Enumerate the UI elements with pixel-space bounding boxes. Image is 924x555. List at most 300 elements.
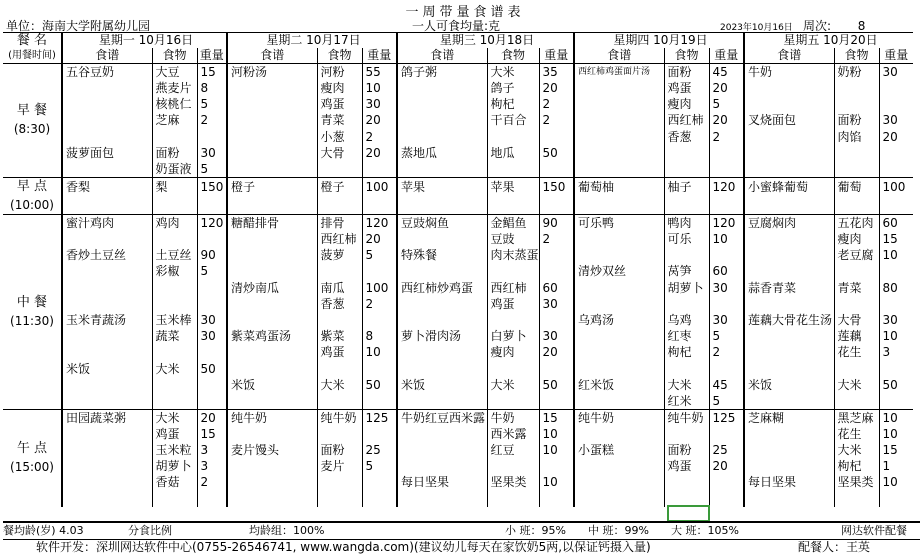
recipe-cell[interactable]: 豆豉焖鱼: [397, 214, 487, 231]
recipe-cell[interactable]: [397, 263, 487, 279]
food-cell[interactable]: [664, 296, 709, 312]
weight-cell[interactable]: [709, 196, 744, 215]
food-cell[interactable]: [834, 96, 879, 112]
recipe-cell[interactable]: [397, 196, 487, 215]
recipe-cell[interactable]: [574, 474, 664, 490]
food-cell[interactable]: 香葱: [664, 129, 709, 145]
food-cell[interactable]: 菠萝: [317, 247, 362, 263]
food-cell[interactable]: [487, 360, 539, 376]
weight-cell[interactable]: [362, 474, 397, 490]
weight-cell[interactable]: 5: [709, 328, 744, 344]
weight-cell[interactable]: [709, 491, 744, 507]
weight-cell[interactable]: 2: [197, 112, 227, 128]
weight-cell[interactable]: 90: [539, 214, 574, 231]
food-cell[interactable]: 面粉: [664, 64, 709, 81]
food-cell[interactable]: 面粉: [664, 442, 709, 458]
food-cell[interactable]: [317, 161, 362, 178]
food-cell[interactable]: 大米: [487, 64, 539, 81]
weight-cell[interactable]: [879, 161, 913, 178]
recipe-cell[interactable]: 蜜汁鸡肉: [62, 214, 152, 231]
recipe-cell[interactable]: [227, 96, 317, 112]
weight-cell[interactable]: 5: [197, 263, 227, 279]
recipe-cell[interactable]: [62, 196, 152, 215]
food-cell[interactable]: 玉米粒: [152, 442, 197, 458]
food-cell[interactable]: 纯牛奶: [317, 409, 362, 426]
weight-cell[interactable]: 15: [879, 442, 913, 458]
recipe-cell[interactable]: [574, 344, 664, 360]
recipe-cell[interactable]: 葡萄柚: [574, 177, 664, 196]
weight-cell[interactable]: 10: [879, 409, 913, 426]
weight-cell[interactable]: 50: [539, 145, 574, 161]
weight-cell[interactable]: 1: [879, 458, 913, 474]
weight-cell[interactable]: [197, 231, 227, 247]
weight-cell[interactable]: [362, 312, 397, 328]
food-cell[interactable]: [834, 296, 879, 312]
recipe-cell[interactable]: [397, 96, 487, 112]
food-cell[interactable]: 蔬菜: [152, 328, 197, 344]
food-cell[interactable]: [487, 458, 539, 474]
food-cell[interactable]: [664, 474, 709, 490]
weight-cell[interactable]: 30: [539, 296, 574, 312]
weight-cell[interactable]: [362, 491, 397, 507]
recipe-cell[interactable]: [397, 426, 487, 442]
selected-cell-highlight[interactable]: [667, 505, 710, 522]
food-cell[interactable]: [152, 393, 197, 410]
food-cell[interactable]: [664, 196, 709, 215]
recipe-cell[interactable]: [62, 393, 152, 410]
weight-cell[interactable]: 20: [709, 458, 744, 474]
weight-cell[interactable]: 60: [539, 280, 574, 296]
recipe-cell[interactable]: 小蛋糕: [574, 442, 664, 458]
food-cell[interactable]: 鸡蛋: [317, 344, 362, 360]
weight-cell[interactable]: [709, 247, 744, 263]
weight-cell[interactable]: [539, 161, 574, 178]
recipe-cell[interactable]: [227, 247, 317, 263]
recipe-cell[interactable]: [744, 96, 834, 112]
food-cell[interactable]: [317, 491, 362, 507]
recipe-cell[interactable]: [574, 360, 664, 376]
recipe-cell[interactable]: [574, 491, 664, 507]
weight-cell[interactable]: 30: [709, 312, 744, 328]
weight-cell[interactable]: 10: [362, 344, 397, 360]
recipe-cell[interactable]: 紫菜鸡蛋汤: [227, 328, 317, 344]
food-cell[interactable]: 鸽子: [487, 80, 539, 96]
food-cell[interactable]: 莴笋: [664, 263, 709, 279]
weight-cell[interactable]: [539, 263, 574, 279]
weight-cell[interactable]: 5: [197, 161, 227, 178]
recipe-cell[interactable]: [744, 196, 834, 215]
weight-cell[interactable]: [197, 296, 227, 312]
food-cell[interactable]: [317, 393, 362, 410]
recipe-cell[interactable]: [744, 458, 834, 474]
food-cell[interactable]: 地瓜: [487, 145, 539, 161]
food-cell[interactable]: 肉末蒸蛋: [487, 247, 539, 263]
food-cell[interactable]: [487, 312, 539, 328]
recipe-cell[interactable]: 麦片馒头: [227, 442, 317, 458]
recipe-cell[interactable]: [574, 80, 664, 96]
weight-cell[interactable]: 80: [879, 280, 913, 296]
weight-cell[interactable]: 20: [879, 129, 913, 145]
recipe-cell[interactable]: [397, 129, 487, 145]
food-cell[interactable]: [487, 196, 539, 215]
food-cell[interactable]: 西红柿: [664, 112, 709, 128]
recipe-cell[interactable]: 五谷豆奶: [62, 64, 152, 81]
weight-cell[interactable]: [362, 196, 397, 215]
food-cell[interactable]: 老豆腐: [834, 247, 879, 263]
recipe-cell[interactable]: [62, 96, 152, 112]
recipe-cell[interactable]: 叉烧面包: [744, 112, 834, 128]
food-cell[interactable]: 鸡蛋: [317, 96, 362, 112]
weight-cell[interactable]: [197, 377, 227, 393]
weight-cell[interactable]: 8: [197, 80, 227, 96]
food-cell[interactable]: [834, 145, 879, 161]
weight-cell[interactable]: [709, 426, 744, 442]
recipe-cell[interactable]: [227, 344, 317, 360]
recipe-cell[interactable]: [574, 96, 664, 112]
food-cell[interactable]: 青菜: [317, 112, 362, 128]
weight-cell[interactable]: [879, 80, 913, 96]
food-cell[interactable]: 大米: [317, 377, 362, 393]
food-cell[interactable]: 莲藕: [834, 328, 879, 344]
weight-cell[interactable]: 125: [362, 409, 397, 426]
weight-cell[interactable]: 120: [709, 177, 744, 196]
food-cell[interactable]: 可乐: [664, 231, 709, 247]
food-cell[interactable]: [152, 280, 197, 296]
recipe-cell[interactable]: 香炒土豆丝: [62, 247, 152, 263]
weight-cell[interactable]: 10: [539, 426, 574, 442]
recipe-cell[interactable]: [397, 231, 487, 247]
food-cell[interactable]: 面粉: [317, 442, 362, 458]
food-cell[interactable]: 五花肉: [834, 214, 879, 231]
food-cell[interactable]: [152, 377, 197, 393]
food-cell[interactable]: [834, 80, 879, 96]
food-cell[interactable]: 胡萝卜: [664, 280, 709, 296]
weight-cell[interactable]: 8: [362, 328, 397, 344]
recipe-cell[interactable]: [744, 145, 834, 161]
food-cell[interactable]: 香菇: [152, 474, 197, 490]
recipe-cell[interactable]: [62, 458, 152, 474]
recipe-cell[interactable]: 清炒双丝: [574, 263, 664, 279]
recipe-cell[interactable]: [397, 491, 487, 507]
recipe-cell[interactable]: [62, 129, 152, 145]
weight-cell[interactable]: 10: [362, 80, 397, 96]
food-cell[interactable]: [834, 263, 879, 279]
weight-cell[interactable]: [362, 263, 397, 279]
weight-cell[interactable]: [197, 491, 227, 507]
recipe-cell[interactable]: [62, 296, 152, 312]
recipe-cell[interactable]: [62, 377, 152, 393]
recipe-cell[interactable]: [62, 328, 152, 344]
food-cell[interactable]: 纯牛奶: [664, 409, 709, 426]
weight-cell[interactable]: 3: [879, 344, 913, 360]
recipe-cell[interactable]: [227, 161, 317, 178]
food-cell[interactable]: 鸡蛋: [152, 426, 197, 442]
recipe-cell[interactable]: 橙子: [227, 177, 317, 196]
recipe-cell[interactable]: [574, 296, 664, 312]
weight-cell[interactable]: 2: [539, 112, 574, 128]
weight-cell[interactable]: 100: [362, 177, 397, 196]
food-cell[interactable]: 西红柿: [317, 231, 362, 247]
food-cell[interactable]: 西米露: [487, 426, 539, 442]
recipe-cell[interactable]: 鸽子粥: [397, 64, 487, 81]
food-cell[interactable]: 芝麻: [152, 112, 197, 128]
food-cell[interactable]: 鸭肉: [664, 214, 709, 231]
food-cell[interactable]: [317, 312, 362, 328]
food-cell[interactable]: 麦片: [317, 458, 362, 474]
weight-cell[interactable]: 45: [709, 377, 744, 393]
weight-cell[interactable]: 5: [197, 96, 227, 112]
weight-cell[interactable]: 30: [539, 328, 574, 344]
weight-cell[interactable]: 20: [539, 80, 574, 96]
food-cell[interactable]: [152, 344, 197, 360]
weight-cell[interactable]: 15: [197, 64, 227, 81]
recipe-cell[interactable]: 米饭: [397, 377, 487, 393]
weight-cell[interactable]: 10: [879, 328, 913, 344]
recipe-cell[interactable]: [574, 129, 664, 145]
weight-cell[interactable]: [879, 145, 913, 161]
food-cell[interactable]: 乌鸡: [664, 312, 709, 328]
recipe-cell[interactable]: 香梨: [62, 177, 152, 196]
weight-cell[interactable]: 20: [197, 409, 227, 426]
weight-cell[interactable]: 30: [709, 280, 744, 296]
weight-cell[interactable]: 150: [539, 177, 574, 196]
food-cell[interactable]: 干百合: [487, 112, 539, 128]
recipe-cell[interactable]: [227, 312, 317, 328]
weight-cell[interactable]: 10: [539, 474, 574, 490]
recipe-cell[interactable]: 河粉汤: [227, 64, 317, 81]
food-cell[interactable]: [317, 360, 362, 376]
food-cell[interactable]: 瘦肉: [317, 80, 362, 96]
food-cell[interactable]: 奶粉: [834, 64, 879, 81]
weight-cell[interactable]: 50: [362, 377, 397, 393]
recipe-cell[interactable]: 萝卜滑肉汤: [397, 328, 487, 344]
food-cell[interactable]: [317, 426, 362, 442]
food-cell[interactable]: 红米: [664, 393, 709, 410]
weight-cell[interactable]: 20: [362, 112, 397, 128]
food-cell[interactable]: 坚果类: [487, 474, 539, 490]
weight-cell[interactable]: [879, 393, 913, 410]
food-cell[interactable]: 大米: [834, 377, 879, 393]
weight-cell[interactable]: 30: [197, 312, 227, 328]
recipe-cell[interactable]: [227, 231, 317, 247]
food-cell[interactable]: [487, 393, 539, 410]
recipe-cell[interactable]: [744, 129, 834, 145]
recipe-cell[interactable]: [227, 458, 317, 474]
food-cell[interactable]: 核桃仁: [152, 96, 197, 112]
food-cell[interactable]: [664, 360, 709, 376]
recipe-cell[interactable]: [227, 112, 317, 128]
recipe-cell[interactable]: 菠萝面包: [62, 145, 152, 161]
weight-cell[interactable]: [197, 280, 227, 296]
recipe-cell[interactable]: [227, 491, 317, 507]
recipe-cell[interactable]: [397, 442, 487, 458]
weight-cell[interactable]: 50: [539, 377, 574, 393]
recipe-cell[interactable]: [227, 474, 317, 490]
weight-cell[interactable]: 2: [362, 296, 397, 312]
food-cell[interactable]: 鸡蛋: [664, 80, 709, 96]
recipe-cell[interactable]: [62, 474, 152, 490]
recipe-cell[interactable]: [574, 231, 664, 247]
weight-cell[interactable]: 125: [709, 409, 744, 426]
weight-cell[interactable]: 3: [197, 458, 227, 474]
food-cell[interactable]: [152, 231, 197, 247]
weight-cell[interactable]: [709, 145, 744, 161]
recipe-cell[interactable]: [227, 145, 317, 161]
recipe-cell[interactable]: [397, 161, 487, 178]
recipe-cell[interactable]: [397, 112, 487, 128]
recipe-cell[interactable]: 乌鸡汤: [574, 312, 664, 328]
weight-cell[interactable]: 20: [362, 231, 397, 247]
weight-cell[interactable]: 90: [197, 247, 227, 263]
food-cell[interactable]: 花生: [834, 426, 879, 442]
weight-cell[interactable]: 30: [879, 312, 913, 328]
recipe-cell[interactable]: [397, 344, 487, 360]
food-cell[interactable]: 大米: [152, 409, 197, 426]
food-cell[interactable]: 大米: [152, 360, 197, 376]
weight-cell[interactable]: [709, 161, 744, 178]
recipe-cell[interactable]: [227, 129, 317, 145]
food-cell[interactable]: 瘦肉: [487, 344, 539, 360]
recipe-cell[interactable]: 可乐鸭: [574, 214, 664, 231]
weight-cell[interactable]: 25: [362, 442, 397, 458]
weight-cell[interactable]: 10: [879, 474, 913, 490]
weight-cell[interactable]: 30: [879, 112, 913, 128]
food-cell[interactable]: 大骨: [317, 145, 362, 161]
recipe-cell[interactable]: 田园蔬菜粥: [62, 409, 152, 426]
recipe-cell[interactable]: [227, 393, 317, 410]
food-cell[interactable]: [664, 247, 709, 263]
recipe-cell[interactable]: 蒸地瓜: [397, 145, 487, 161]
recipe-cell[interactable]: 莲藕大骨花生汤: [744, 312, 834, 328]
food-cell[interactable]: [834, 196, 879, 215]
recipe-cell[interactable]: 每日坚果: [744, 474, 834, 490]
recipe-cell[interactable]: 糖醋排骨: [227, 214, 317, 231]
weight-cell[interactable]: [197, 393, 227, 410]
food-cell[interactable]: 肉馅: [834, 129, 879, 145]
food-cell[interactable]: [317, 474, 362, 490]
weight-cell[interactable]: 120: [709, 214, 744, 231]
recipe-cell[interactable]: 清炒南瓜: [227, 280, 317, 296]
weight-cell[interactable]: 2: [709, 129, 744, 145]
weight-cell[interactable]: 15: [879, 231, 913, 247]
food-cell[interactable]: 青菜: [834, 280, 879, 296]
food-cell[interactable]: [152, 491, 197, 507]
recipe-cell[interactable]: 芝麻糊: [744, 409, 834, 426]
food-cell[interactable]: [317, 196, 362, 215]
weight-cell[interactable]: [362, 426, 397, 442]
weight-cell[interactable]: [709, 474, 744, 490]
recipe-cell[interactable]: [62, 112, 152, 128]
food-cell[interactable]: 柚子: [664, 177, 709, 196]
weight-cell[interactable]: [709, 360, 744, 376]
food-cell[interactable]: 小葱: [317, 129, 362, 145]
food-cell[interactable]: 河粉: [317, 64, 362, 81]
food-cell[interactable]: 彩椒: [152, 263, 197, 279]
recipe-cell[interactable]: [744, 247, 834, 263]
recipe-cell[interactable]: 红米饭: [574, 377, 664, 393]
food-cell[interactable]: 排骨: [317, 214, 362, 231]
weight-cell[interactable]: 2: [362, 129, 397, 145]
food-cell[interactable]: 苹果: [487, 177, 539, 196]
recipe-cell[interactable]: [574, 161, 664, 178]
food-cell[interactable]: 梨: [152, 177, 197, 196]
food-cell[interactable]: 大米: [664, 377, 709, 393]
recipe-cell[interactable]: [62, 344, 152, 360]
food-cell[interactable]: [487, 263, 539, 279]
food-cell[interactable]: 枸杞: [664, 344, 709, 360]
food-cell[interactable]: 燕麦片: [152, 80, 197, 96]
food-cell[interactable]: 鸡蛋: [664, 458, 709, 474]
weight-cell[interactable]: 50: [197, 360, 227, 376]
recipe-cell[interactable]: [227, 296, 317, 312]
weight-cell[interactable]: 60: [709, 263, 744, 279]
weight-cell[interactable]: [879, 196, 913, 215]
food-cell[interactable]: 大米: [487, 377, 539, 393]
weight-cell[interactable]: [539, 247, 574, 263]
recipe-cell[interactable]: [744, 360, 834, 376]
weight-cell[interactable]: 30: [197, 145, 227, 161]
recipe-cell[interactable]: [574, 458, 664, 474]
weight-cell[interactable]: 30: [197, 328, 227, 344]
food-cell[interactable]: 红豆: [487, 442, 539, 458]
food-cell[interactable]: 红枣: [664, 328, 709, 344]
weight-cell[interactable]: 30: [362, 96, 397, 112]
food-cell[interactable]: 面粉: [152, 145, 197, 161]
recipe-cell[interactable]: [574, 280, 664, 296]
food-cell[interactable]: 黑芝麻: [834, 409, 879, 426]
recipe-cell[interactable]: [227, 80, 317, 96]
food-cell[interactable]: 瘦肉: [834, 231, 879, 247]
recipe-cell[interactable]: [397, 296, 487, 312]
recipe-cell[interactable]: [227, 426, 317, 442]
recipe-cell[interactable]: [62, 280, 152, 296]
weight-cell[interactable]: 5: [709, 393, 744, 410]
weight-cell[interactable]: 15: [539, 409, 574, 426]
weight-cell[interactable]: [197, 196, 227, 215]
weight-cell[interactable]: 15: [197, 426, 227, 442]
weight-cell[interactable]: [879, 96, 913, 112]
food-cell[interactable]: 橙子: [317, 177, 362, 196]
weight-cell[interactable]: 25: [709, 442, 744, 458]
recipe-cell[interactable]: 米饭: [227, 377, 317, 393]
recipe-cell[interactable]: 苹果: [397, 177, 487, 196]
weight-cell[interactable]: 2: [539, 96, 574, 112]
weight-cell[interactable]: 2: [197, 474, 227, 490]
food-cell[interactable]: 枸杞: [834, 458, 879, 474]
weight-cell[interactable]: [539, 312, 574, 328]
weight-cell[interactable]: 55: [362, 64, 397, 81]
recipe-cell[interactable]: [574, 112, 664, 128]
recipe-cell[interactable]: [574, 247, 664, 263]
food-cell[interactable]: 豆豉: [487, 231, 539, 247]
food-cell[interactable]: [834, 360, 879, 376]
recipe-cell[interactable]: 玉米青蔬汤: [62, 312, 152, 328]
recipe-cell[interactable]: 小蜜蜂葡萄: [744, 177, 834, 196]
recipe-cell[interactable]: 豆腐焖肉: [744, 214, 834, 231]
food-cell[interactable]: 大骨: [834, 312, 879, 328]
recipe-cell[interactable]: 西红柿鸡蛋面片汤: [574, 64, 664, 81]
weight-cell[interactable]: 10: [879, 247, 913, 263]
recipe-cell[interactable]: [62, 263, 152, 279]
weight-cell[interactable]: 150: [197, 177, 227, 196]
recipe-cell[interactable]: [574, 426, 664, 442]
weight-cell[interactable]: 20: [709, 112, 744, 128]
food-cell[interactable]: [487, 491, 539, 507]
weight-cell[interactable]: [539, 393, 574, 410]
food-cell[interactable]: 金鲳鱼: [487, 214, 539, 231]
weight-cell[interactable]: 45: [709, 64, 744, 81]
food-cell[interactable]: 面粉: [834, 112, 879, 128]
